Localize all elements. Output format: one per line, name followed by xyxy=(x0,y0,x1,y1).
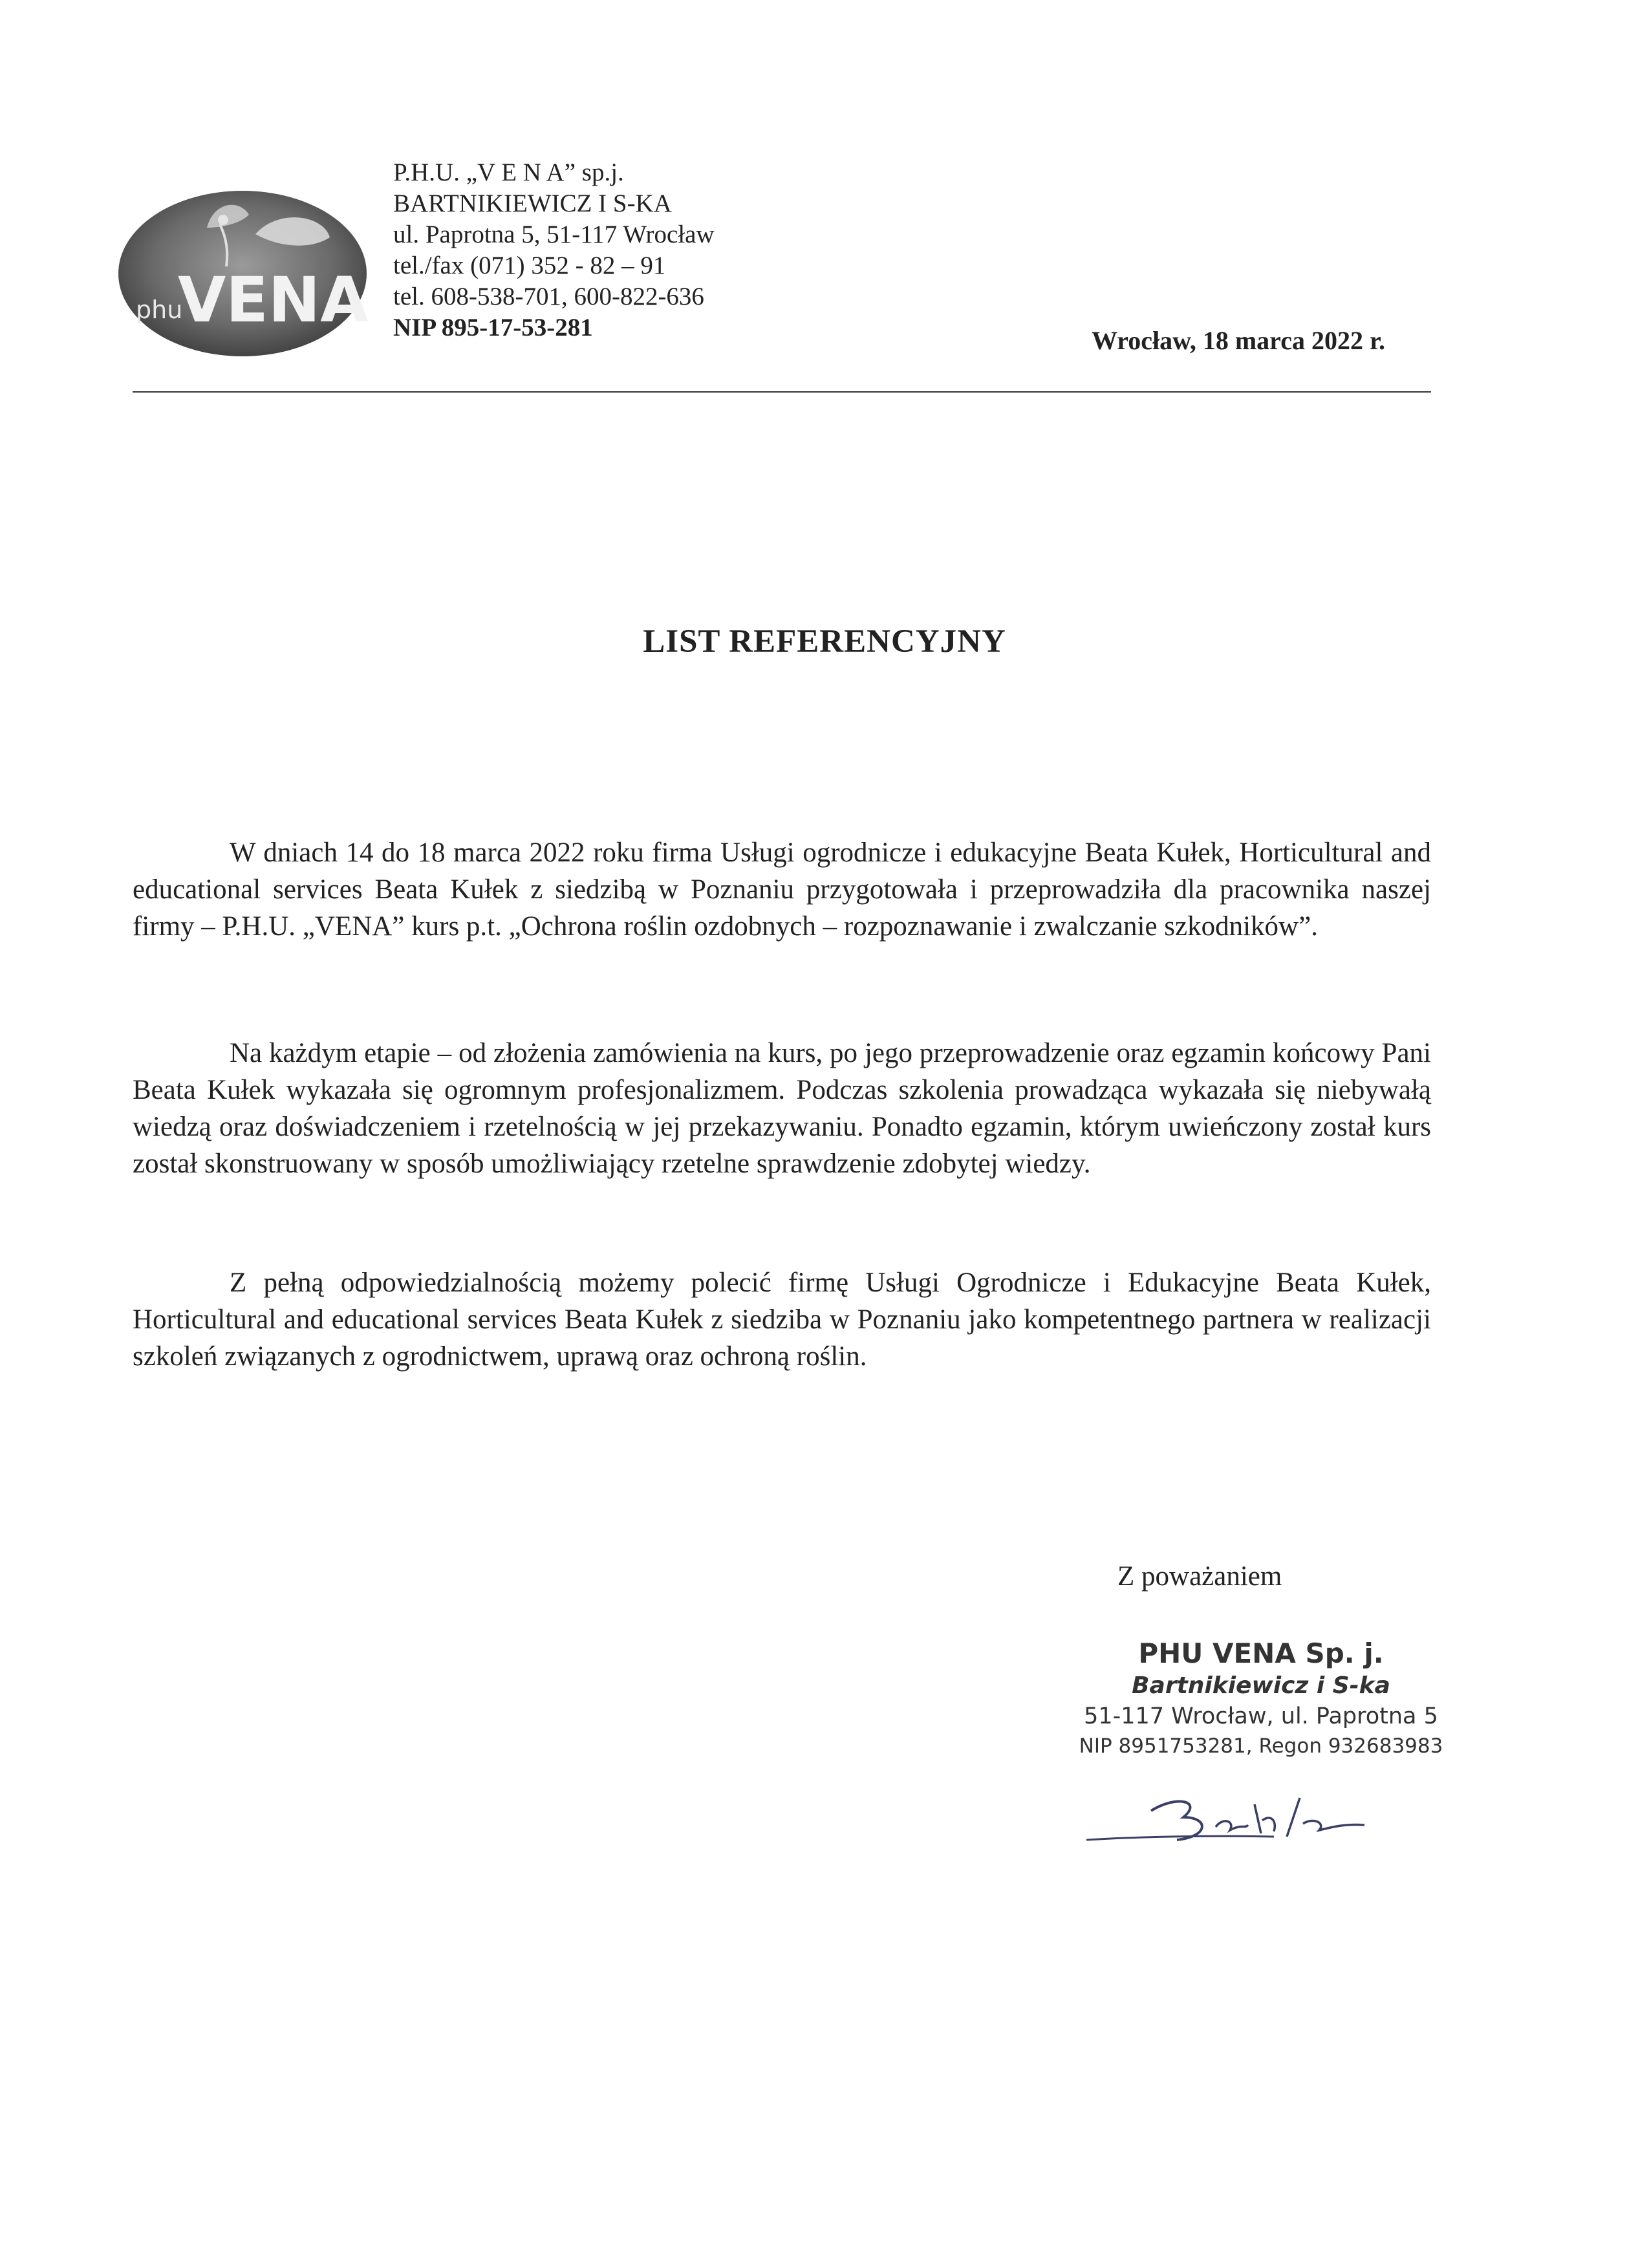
paragraph-text: Z pełną odpowiedzialnością możemy polecić firmę Usługi Ogrodnicze i Edukacyjne Beata Kułek, Horticultural and educational services Beata Kułek z siedziba w Poznaniu jako kompetentnego partnera w realizacji szkoleń związanych z ogrodnictwem, uprawą oraz ochroną roślin. xyxy=(133,1268,1431,1372)
stamp-registration: NIP 8951753281, Regon 932683983 xyxy=(1079,1734,1443,1758)
paragraph-text: Na każdym etapie – od złożenia zamówienia na kurs, po jego przeprowadzenie oraz egzamin końcowy Pani Beata Kułek wykazała się ogromnym profesjonalizmem. Podczas szkolenia prowadząca wykazała się niebywałą wiedzą oraz doświadczeniem i rzetelnością w jej przekazywaniu. Ponadto egzamin, którym uwieńczony został kurs został skonstruowany w sposób umożliwiający rzetelne sprawdzenie zdobytej wiedzy. xyxy=(133,1038,1431,1179)
closing-salutation: Z poważaniem xyxy=(1117,1561,1282,1592)
company-phone: tel. 608-538-701, 600-822-636 xyxy=(393,283,704,310)
company-name: P.H.U. „V E N A” sp.j. xyxy=(393,158,624,186)
document-title: LIST REFERENCYJNY xyxy=(643,623,1006,660)
logo-large-text: VENA xyxy=(178,264,369,336)
handwritten-signature xyxy=(1080,1772,1416,1856)
logo-small-text: phu xyxy=(136,296,183,324)
paragraph-text: W dniach 14 do 18 marca 2022 roku firma Usługi ogrodnicze i edukacyjne Beata Kułek, Horticultural and educational services Beata Kułek z siedzibą w Poznaniu przygotowała i przeprowadziła dla pracownika naszej firmy – P.H.U. „VENA” kurs p.t. „Ochrona roślin ozdobnych – rozpoznawanie i zwalczanie szkodników”. xyxy=(133,837,1431,942)
body-paragraph-1 xyxy=(133,834,1431,945)
company-fax: tel./fax (071) 352 - 82 – 91 xyxy=(393,252,666,279)
stamp-address: 51-117 Wrocław, ul. Paprotna 5 xyxy=(1084,1703,1438,1729)
company-info xyxy=(393,157,715,343)
company-logo xyxy=(116,189,369,358)
body-paragraph-3 xyxy=(133,1264,1431,1375)
company-stamp xyxy=(1067,1636,1455,1760)
company-nip: NIP 895-17-53-281 xyxy=(393,314,593,341)
stamp-owner: Bartnikiewicz i S-ka xyxy=(1132,1672,1390,1699)
company-owner: BARTNIKIEWICZ I S-KA xyxy=(393,189,672,217)
stamp-company-name: PHU VENA Sp. j. xyxy=(1138,1637,1384,1669)
body-paragraph-2 xyxy=(133,1035,1431,1182)
header-divider xyxy=(133,391,1431,393)
letter-date: Wrocław, 18 marca 2022 r. xyxy=(1092,326,1386,355)
company-address: ul. Paprotna 5, 51-117 Wrocław xyxy=(393,221,715,248)
